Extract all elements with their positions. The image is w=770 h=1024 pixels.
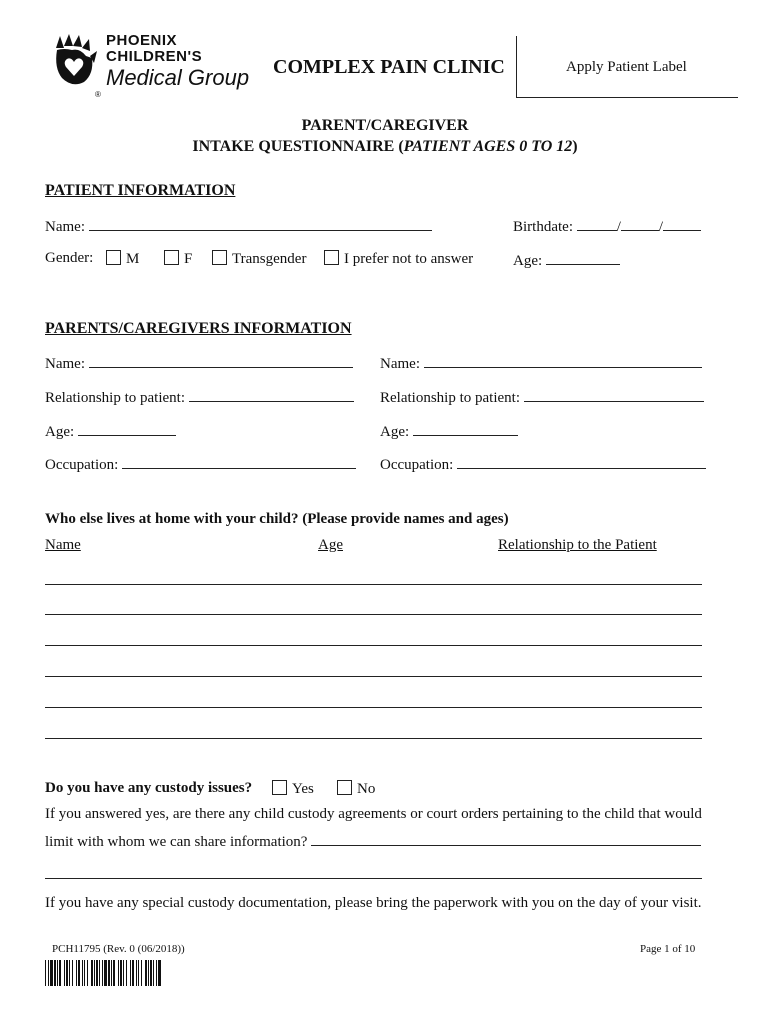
occupation-label: Occupation: — [380, 457, 454, 473]
checkbox[interactable] — [324, 250, 339, 265]
parent2-occupation-line[interactable] — [457, 454, 706, 469]
option-label: I prefer not to answer — [344, 251, 474, 267]
birthdate-separator: / — [616, 219, 621, 235]
patient-label-area: Apply Patient Label — [566, 59, 687, 75]
custody-answer-line[interactable] — [311, 831, 701, 846]
checkbox[interactable] — [164, 250, 179, 265]
patient-age-line[interactable] — [546, 250, 620, 265]
gender-option-prefer-not[interactable] — [324, 250, 473, 268]
parent2-occupation-field[interactable] — [380, 454, 706, 474]
name-label: Name: — [45, 356, 85, 372]
hand-heart-logo-icon — [52, 34, 98, 88]
patient-birthdate-field[interactable] — [513, 216, 701, 236]
parent2-age-field[interactable] — [380, 421, 518, 441]
parent2-relationship-line[interactable] — [524, 387, 704, 402]
age-label: Age: — [380, 424, 410, 440]
logo-text-phoenix: PHOENIX — [106, 32, 178, 49]
form-title-line2: INTAKE QUESTIONNAIRE (PATIENT AGES 0 TO 12) — [192, 138, 578, 155]
option-label: Transgender — [232, 251, 307, 267]
barcode — [45, 960, 161, 986]
custody-answer-line[interactable] — [45, 878, 702, 879]
parent1-occupation-field[interactable] — [45, 454, 356, 474]
parent1-age-line[interactable] — [78, 421, 176, 436]
parent2-name-field[interactable] — [380, 353, 702, 373]
parents-info-heading: PARENTS/CAREGIVERS INFORMATION — [45, 320, 352, 337]
logo-text-childrens: CHILDREN'S — [106, 48, 203, 65]
occupation-label: Occupation: — [45, 457, 119, 473]
household-question: Who else lives at home with your child? (Please provide names and ages) — [45, 511, 509, 527]
clinic-name: COMPLEX PAIN CLINIC — [273, 56, 505, 78]
household-col-name: Name — [45, 537, 81, 553]
custody-option-no[interactable] — [337, 780, 375, 798]
birthdate-year-line[interactable] — [663, 216, 701, 231]
household-entry-line[interactable] — [45, 707, 702, 708]
custody-followup-line2: limit with whom we can share information? — [45, 834, 308, 850]
household-col-relationship: Relationship to the Patient — [498, 537, 657, 553]
custody-documentation-note: If you have any special custody documentation, please bring the paperwork with you on the day of your visit. — [45, 895, 702, 911]
birthdate-label: Birthdate: — [513, 219, 573, 235]
custody-question: Do you have any custody issues? — [45, 780, 253, 796]
patient-name-field[interactable] — [45, 216, 432, 236]
parent1-name-field[interactable] — [45, 353, 353, 373]
checkbox[interactable] — [272, 780, 287, 795]
checkbox[interactable] — [337, 780, 352, 795]
gender-label: Gender: — [45, 250, 94, 266]
gender-option-m[interactable] — [106, 250, 139, 268]
form-code: PCH11795 (Rev. 0 (06/2018)) — [52, 943, 185, 955]
label-box-border-bottom — [516, 97, 738, 98]
household-entry-line[interactable] — [45, 584, 702, 585]
birthdate-month-line[interactable] — [577, 216, 617, 231]
birthdate-separator: / — [658, 219, 664, 235]
registered-mark: ® — [95, 90, 101, 99]
option-label: M — [126, 251, 140, 267]
relationship-label: Relationship to patient: — [45, 390, 185, 406]
household-entry-line[interactable] — [45, 645, 702, 646]
household-entry-line[interactable] — [45, 738, 702, 739]
patient-info-heading: PATIENT INFORMATION — [45, 182, 236, 199]
name-label: Name: — [380, 356, 420, 372]
household-entry-line[interactable] — [45, 676, 702, 677]
custody-option-yes[interactable] — [272, 780, 314, 798]
relationship-label: Relationship to patient: — [380, 390, 520, 406]
option-label: Yes — [292, 781, 314, 797]
gender-option-transgender[interactable] — [212, 250, 306, 268]
household-col-age: Age — [318, 537, 343, 553]
parent1-relationship-field[interactable] — [45, 387, 354, 407]
page-number: Page 1 of 10 — [640, 943, 696, 955]
custody-followup-line1: If you answered yes, are there any child custody agreements or court orders pertaining to the child that would — [45, 806, 702, 822]
patient-name-label: Name: — [45, 219, 85, 235]
household-entry-line[interactable] — [45, 614, 702, 615]
parent1-occupation-line[interactable] — [122, 454, 356, 469]
parent2-name-line[interactable] — [424, 353, 702, 368]
age-label: Age: — [45, 424, 75, 440]
birthdate-day-line[interactable] — [621, 216, 659, 231]
checkbox[interactable] — [106, 250, 121, 265]
parent1-relationship-line[interactable] — [189, 387, 354, 402]
parent2-age-line[interactable] — [413, 421, 518, 436]
option-label: No — [357, 781, 376, 797]
parent1-name-line[interactable] — [89, 353, 353, 368]
option-label: F — [184, 251, 193, 267]
form-title-line1: PARENT/CAREGIVER — [301, 117, 469, 134]
custody-followup-field[interactable] — [45, 831, 701, 851]
patient-age-field[interactable] — [513, 250, 620, 270]
logo-text-medical-group: Medical Group — [106, 65, 250, 90]
checkbox[interactable] — [212, 250, 227, 265]
gender-option-f[interactable] — [164, 250, 192, 268]
label-box-border-left — [516, 36, 517, 98]
age-label: Age: — [513, 253, 543, 269]
parent1-age-field[interactable] — [45, 421, 176, 441]
patient-name-line[interactable] — [89, 216, 432, 231]
parent2-relationship-field[interactable] — [380, 387, 704, 407]
